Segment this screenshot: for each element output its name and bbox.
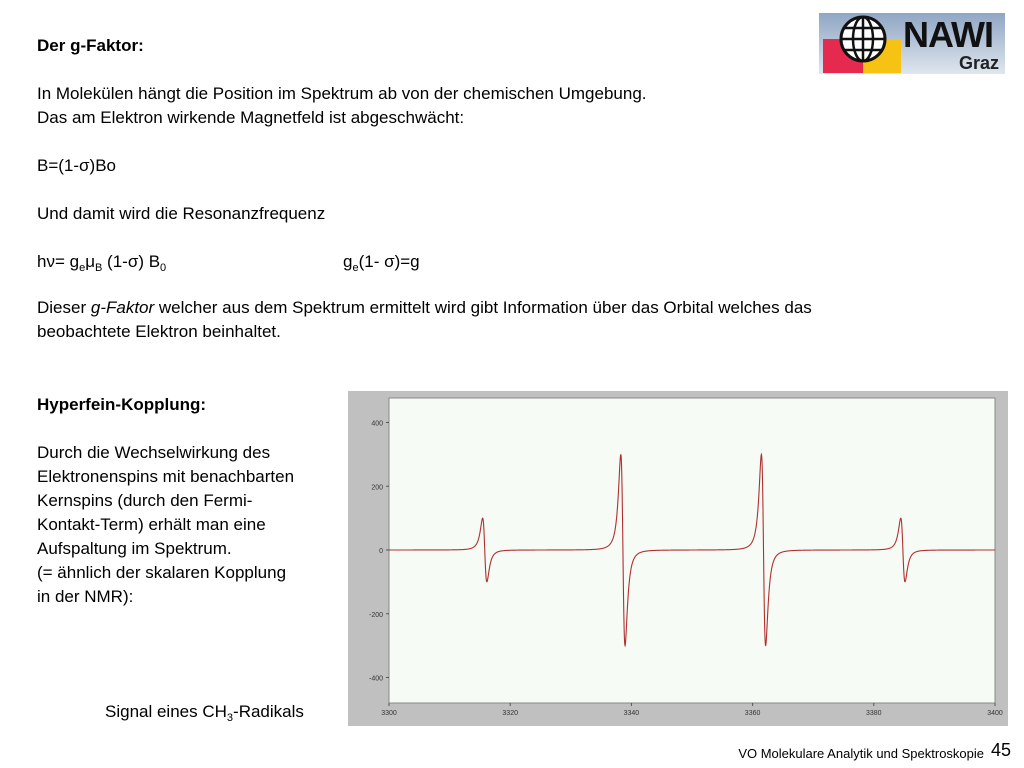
formula-resonance: $h\nu= g_e\mu_B$ (1-σ) $B_0$ [37,252,167,274]
x-tick-label: 3360 [744,710,761,717]
heading-g-factor: Der g-Faktor: [37,36,144,55]
paragraph-g-factor: Dieser g-Faktor welcher aus dem Spektrum ermittelt wird gibt Information über das Orbital welches das [37,298,812,317]
x-tick-label: 3400 [987,710,1003,717]
x-tick-label: 3380 [866,710,882,717]
chart-caption: Signal eines $CH_3$-Radikals [105,702,304,724]
footer-text: VO Molekulare Analytik und Spektroskopie [738,746,984,761]
logo-subtext: Graz [959,53,1000,73]
y-tick-label: 200 [371,484,383,492]
epr-spectrum-chart [348,391,1008,726]
text-line: (= ähnlich der skalaren Kopplung [37,563,287,582]
y-tick-label: 400 [371,420,383,428]
chart-svg [348,391,1008,726]
text-line: Kontakt-Term) erhält man eine [37,515,266,534]
nawi-graz-logo [819,13,1005,74]
x-tick-label: 3300 [381,710,397,717]
formula-b: B=(1-σ)Bo [37,156,116,175]
formula-g: $g_e(1-$ σ)=g [343,252,420,274]
y-tick-label: 0 [379,548,383,555]
text-line: in der NMR): [37,587,134,606]
text-line: Kernspins (durch den Fermi- [37,491,253,510]
y-tick-label: -400 [368,675,383,683]
text-line: Elektronenspins mit benachbarten [37,467,295,486]
globe-icon [839,15,887,63]
x-tick-label: 3320 [502,710,518,717]
text-line: Durch die Wechselwirkung des [37,443,271,462]
text-line: Aufspaltung im Spektrum. [37,539,232,558]
text-line: Das am Elektron wirkende Magnetfeld ist abgeschwächt: [37,108,465,127]
text-line: Und damit wird die Resonanzfrequenz [37,204,326,223]
page-number: 45 [991,740,1012,760]
y-tick-label: -200 [368,611,383,619]
logo-text: NAWI [903,14,993,55]
text-line: beobachtete Elektron beinhaltet. [37,322,281,341]
heading-hyperfine: Hyperfein-Kopplung: [37,395,207,414]
text-line: In Molekülen hängt die Position im Spektrum ab von der chemischen Umgebung. [37,84,647,103]
x-tick-label: 3340 [623,710,640,717]
